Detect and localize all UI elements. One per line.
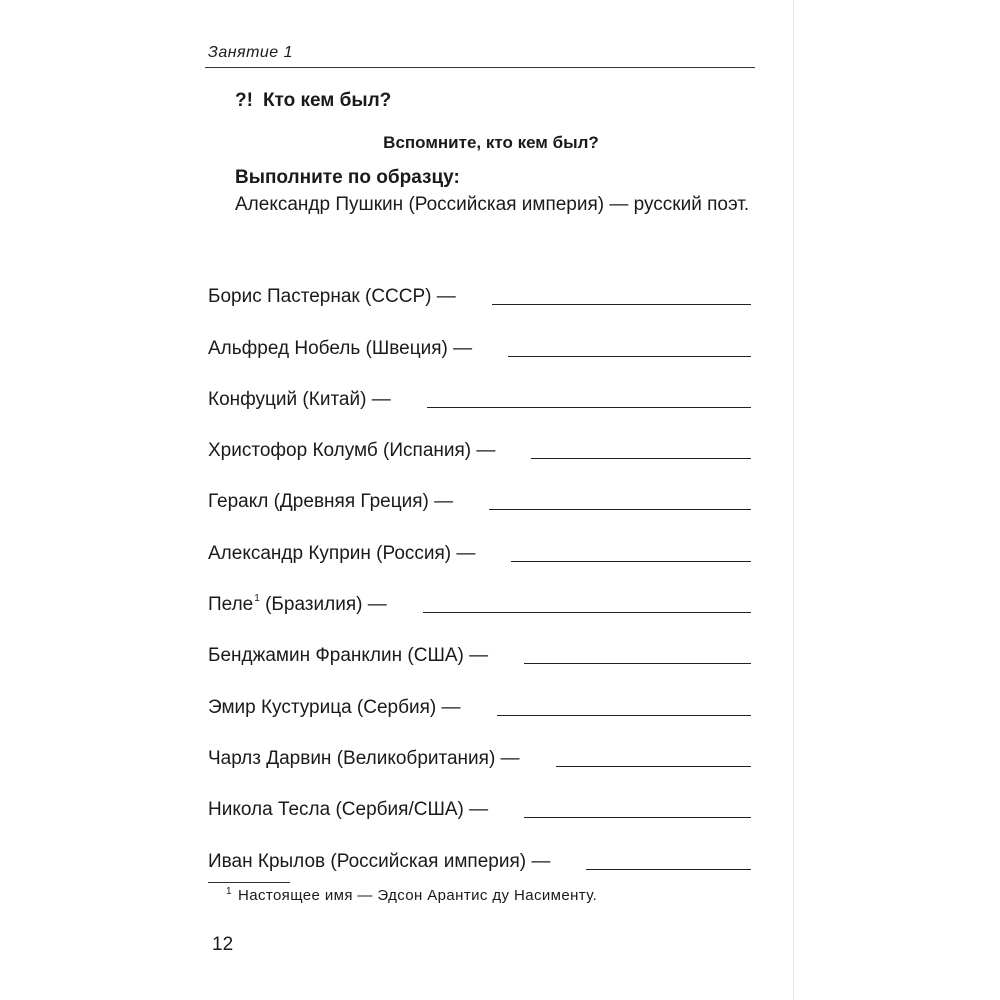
section-title [235, 90, 391, 112]
item-text: Конфуций (Китай) — [208, 388, 391, 410]
item-text: Никола Тесла (Сербия/США) — [208, 799, 489, 821]
answer-blank[interactable] [489, 508, 751, 510]
exercise-item [208, 417, 751, 468]
answer-blank[interactable] [508, 355, 751, 357]
answer-blank[interactable] [586, 868, 751, 870]
section-mark: ?! [235, 90, 253, 111]
item-text: Геракл (Древняя Греция) — [208, 491, 454, 513]
item-text: Александр Куприн (Россия) — [208, 542, 476, 564]
answer-blank[interactable] [511, 560, 751, 562]
exercise-item [208, 622, 751, 673]
answer-blank[interactable] [497, 714, 751, 716]
item-text: Альфред Нобель (Швеция) — [208, 337, 473, 359]
example-sentence: Александр Пушкин (Российская империя) — русский поэт. [235, 194, 750, 215]
header-rule [205, 67, 755, 68]
item-text [208, 582, 395, 622]
item-text: Чарлз Дарвин (Великобритания) — [208, 747, 520, 769]
exercise-item [208, 468, 751, 519]
exercise-item [208, 314, 751, 365]
exercise-item [208, 366, 751, 417]
item-text: Борис Пастернак (СССР) — [208, 286, 456, 308]
exercise-item [208, 673, 751, 724]
exercise-item [208, 263, 751, 314]
section-title-text: Кто кем был? [262, 90, 392, 111]
item-text: Христофор Колумб (Испания) — [208, 440, 496, 462]
answer-blank[interactable] [492, 303, 751, 305]
footnote-marker: 1 [226, 886, 232, 897]
footnote [226, 886, 597, 904]
footnote-rule [208, 882, 290, 883]
answer-blank[interactable] [556, 765, 751, 767]
answer-blank[interactable] [524, 662, 751, 664]
item-country: (Бразилия) — [259, 594, 387, 616]
exercise-item [208, 571, 751, 622]
answer-blank[interactable] [423, 611, 751, 613]
exercise-subtitle: Вспомните, кто кем был? [383, 133, 599, 152]
answer-blank[interactable] [427, 406, 751, 408]
exercise-item [208, 827, 751, 878]
answer-blank[interactable] [524, 816, 751, 818]
exercise-items [208, 263, 751, 879]
running-head: Занятие 1 [208, 44, 294, 61]
exercise-item [208, 519, 751, 570]
footnote-text: Настоящее имя — Эдсон Арантис ду Насименту. [237, 887, 598, 904]
page-edge [793, 0, 794, 1000]
exercise-item [208, 776, 751, 827]
page-number: 12 [212, 934, 234, 955]
exercise-instruction: Выполните по образцу: [235, 167, 460, 188]
exercise-item [208, 725, 751, 776]
item-text: Бенджамин Франклин (США) — [208, 645, 489, 667]
item-name: Пеле [208, 594, 254, 616]
footnote-ref: 1 [254, 593, 260, 605]
answer-blank[interactable] [531, 457, 751, 459]
item-text: Иван Крылов (Российская империя) — [208, 850, 551, 872]
item-text: Эмир Кустурица (Сербия) — [208, 696, 461, 718]
